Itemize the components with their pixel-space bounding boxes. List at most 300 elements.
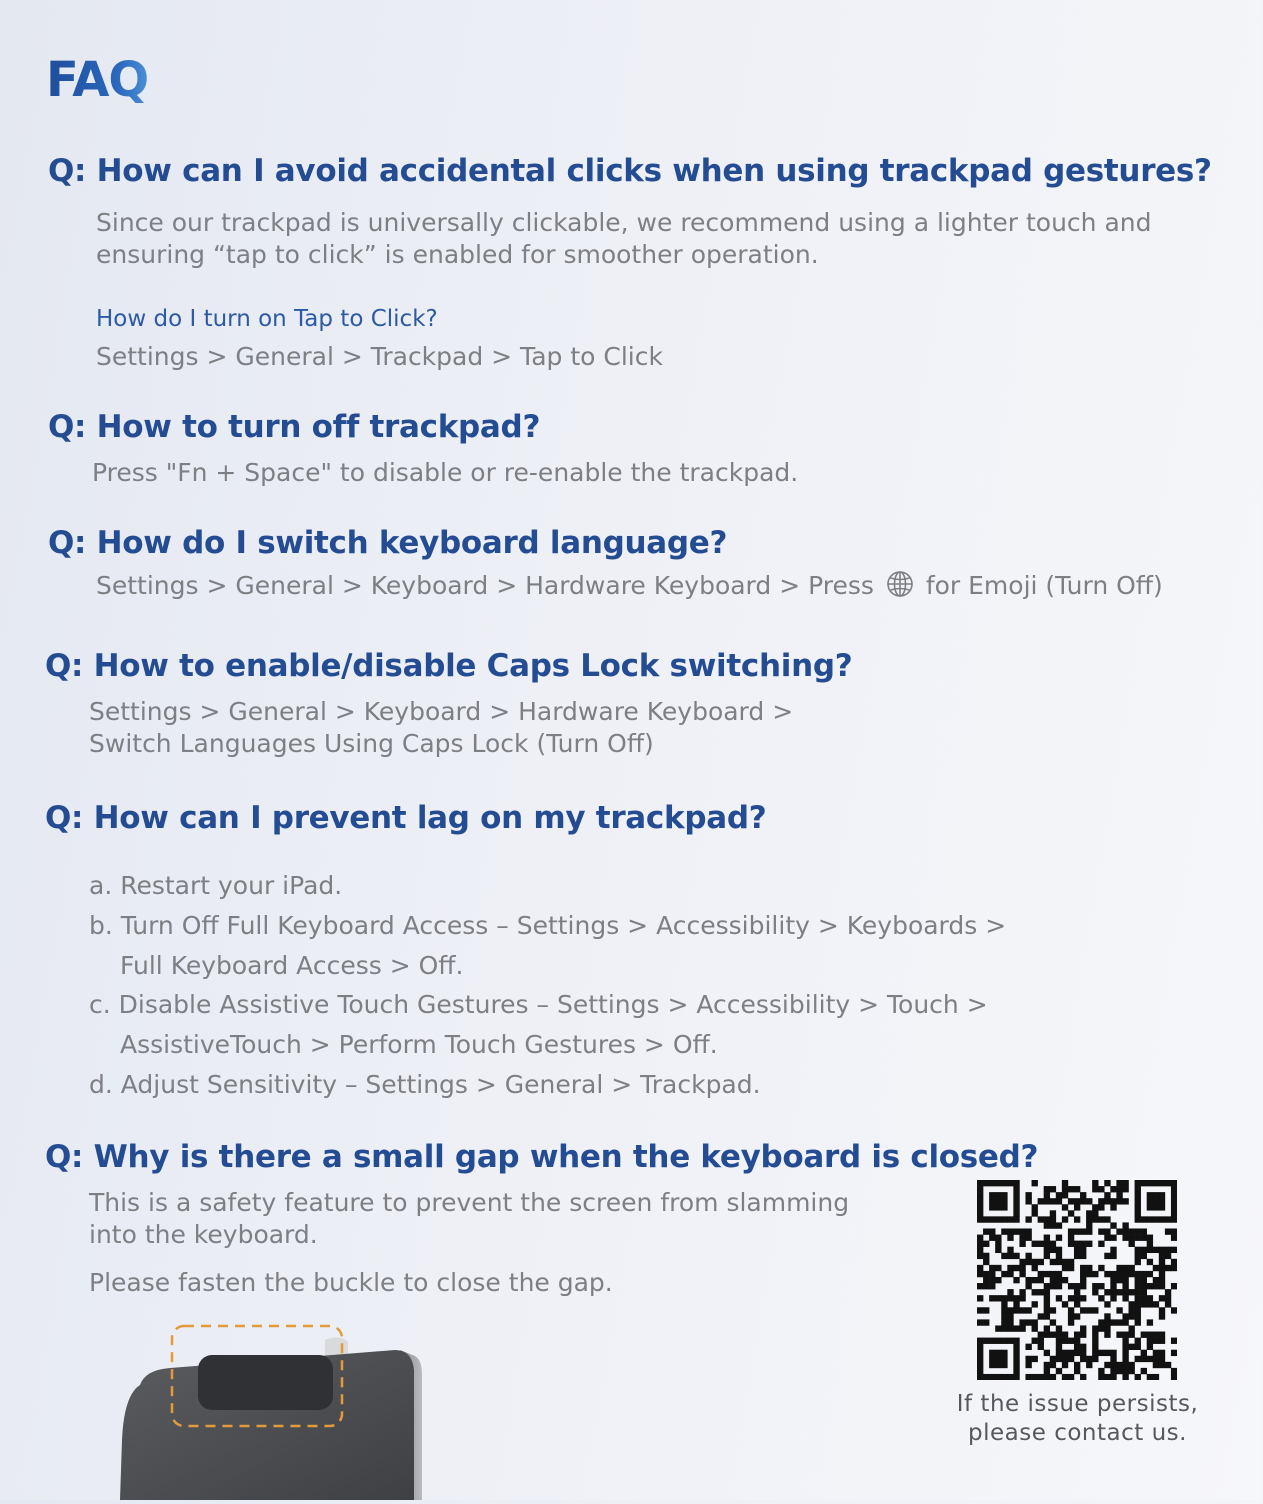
qr-module: [1104, 1362, 1110, 1368]
qr-module: [1038, 1259, 1044, 1265]
qr-module: [1068, 1186, 1074, 1192]
qr-module: [1013, 1277, 1019, 1283]
qr-module: [1044, 1313, 1050, 1319]
qr-module: [1171, 1350, 1177, 1356]
faq-answer-keyboard-gap-line-2: into the keyboard.: [89, 1220, 318, 1249]
qr-module: [1159, 1253, 1165, 1259]
qr-module: [1098, 1374, 1104, 1380]
qr-module: [1165, 1180, 1171, 1186]
qr-module: [1074, 1301, 1080, 1307]
qr-module: [1025, 1283, 1031, 1289]
qr-module: [1104, 1216, 1110, 1222]
qr-module: [1110, 1271, 1116, 1277]
qr-module: [1032, 1180, 1038, 1186]
faq-question-turn-off-trackpad: Q: How to turn off trackpad?: [48, 409, 541, 445]
qr-module: [1165, 1289, 1171, 1295]
qr-module: [1074, 1253, 1080, 1259]
qr-module: [995, 1192, 1001, 1198]
qr-module: [1080, 1344, 1086, 1350]
qr-module: [1135, 1283, 1141, 1289]
qr-module: [1038, 1344, 1044, 1350]
qr-module: [1007, 1228, 1013, 1234]
qr-module: [1110, 1289, 1116, 1295]
qr-module: [1001, 1198, 1007, 1204]
qr-module: [1056, 1192, 1062, 1198]
qr-module: [1032, 1374, 1038, 1380]
faq-answer-keyboard-gap-line-1: This is a safety feature to prevent the screen from slamming: [89, 1188, 850, 1217]
qr-module: [1129, 1228, 1135, 1234]
qr-module: [1116, 1332, 1122, 1338]
qr-module: [1092, 1204, 1098, 1210]
qr-module: [1110, 1283, 1116, 1289]
qr-module: [1074, 1247, 1080, 1253]
qr-module: [989, 1198, 995, 1204]
qr-module: [1129, 1289, 1135, 1295]
qr-module: [1135, 1228, 1141, 1234]
qr-module: [1104, 1235, 1110, 1241]
qr-module: [1147, 1235, 1153, 1241]
qr-module: [983, 1253, 989, 1259]
qr-module: [1044, 1350, 1050, 1356]
qr-module: [995, 1325, 1001, 1331]
qr-module: [1092, 1325, 1098, 1331]
qr-module: [1129, 1325, 1135, 1331]
qr-module: [1086, 1198, 1092, 1204]
qr-module: [1104, 1319, 1110, 1325]
qr-module: [983, 1374, 989, 1380]
qr-module: [1080, 1253, 1086, 1259]
qr-module: [1135, 1198, 1141, 1204]
faq-answer-caps-lock-line-2: Switch Languages Using Caps Lock (Turn Off): [89, 729, 654, 758]
qr-module: [989, 1192, 995, 1198]
qr-module: [1056, 1247, 1062, 1253]
qr-module: [1092, 1289, 1098, 1295]
qr-module: [1062, 1180, 1068, 1186]
contact-qr-code[interactable]: [977, 1180, 1177, 1380]
qr-module: [1044, 1362, 1050, 1368]
qr-module: [1050, 1247, 1056, 1253]
qr-module: [1153, 1192, 1159, 1198]
qr-module: [1122, 1235, 1128, 1241]
qr-module: [1056, 1277, 1062, 1283]
qr-module: [1147, 1319, 1153, 1325]
qr-module: [1104, 1332, 1110, 1338]
qr-module: [977, 1344, 983, 1350]
step-b-line-2: Full Keyboard Access > Off.: [120, 950, 464, 980]
qr-module: [1086, 1228, 1092, 1234]
qr-module: [1056, 1198, 1062, 1204]
faq-note-fasten-buckle: Please fasten the buckle to close the gap.: [89, 1268, 613, 1297]
qr-module: [1110, 1350, 1116, 1356]
qr-module: [1056, 1338, 1062, 1344]
qr-module: [1135, 1344, 1141, 1350]
qr-module: [977, 1180, 983, 1186]
qr-module: [1013, 1204, 1019, 1210]
qr-module: [1171, 1259, 1177, 1265]
qr-module: [1044, 1295, 1050, 1301]
qr-module: [1007, 1216, 1013, 1222]
qr-module: [1086, 1222, 1092, 1228]
qr-module: [1110, 1356, 1116, 1362]
qr-module: [1050, 1241, 1056, 1247]
qr-module: [1007, 1271, 1013, 1277]
qr-module: [1104, 1228, 1110, 1234]
qr-module: [1122, 1289, 1128, 1295]
qr-module: [1032, 1210, 1038, 1216]
qr-module: [1086, 1216, 1092, 1222]
qr-module: [1032, 1325, 1038, 1331]
qr-module: [1074, 1216, 1080, 1222]
qr-module: [1159, 1216, 1165, 1222]
qr-module: [1062, 1259, 1068, 1265]
qr-module: [1050, 1259, 1056, 1265]
qr-module: [1068, 1265, 1074, 1271]
qr-module: [1013, 1325, 1019, 1331]
qr-module: [1129, 1235, 1135, 1241]
qr-module: [1044, 1247, 1050, 1253]
qr-module: [1129, 1241, 1135, 1247]
qr-module: [1019, 1265, 1025, 1271]
qr-module: [1044, 1235, 1050, 1241]
qr-module: [1074, 1362, 1080, 1368]
qr-module: [1110, 1235, 1116, 1241]
qr-module: [1074, 1283, 1080, 1289]
qr-module: [989, 1265, 995, 1271]
qr-module: [995, 1356, 1001, 1362]
qr-module: [1147, 1301, 1153, 1307]
qr-module: [1086, 1210, 1092, 1216]
qr-module: [983, 1259, 989, 1265]
qr-module: [1019, 1259, 1025, 1265]
qr-module: [983, 1338, 989, 1344]
qr-module: [1086, 1241, 1092, 1247]
qr-module: [1141, 1356, 1147, 1362]
qr-module: [983, 1271, 989, 1277]
qr-module: [1056, 1325, 1062, 1331]
qr-module: [1122, 1271, 1128, 1277]
qr-module: [1141, 1216, 1147, 1222]
qr-module: [1129, 1271, 1135, 1277]
qr-module: [977, 1362, 983, 1368]
qr-module: [1007, 1253, 1013, 1259]
qr-module: [1159, 1295, 1165, 1301]
qr-module: [1104, 1325, 1110, 1331]
qr-module: [1050, 1210, 1056, 1216]
qr-module: [1038, 1216, 1044, 1222]
qr-module: [1122, 1277, 1128, 1283]
qr-module: [1025, 1253, 1031, 1259]
qr-module: [1110, 1368, 1116, 1374]
faq-answer-keyboard-language-prefix: Settings > General > Keyboard > Hardware Keyboard > Press: [96, 571, 874, 600]
qr-module: [1013, 1338, 1019, 1344]
qr-module: [1159, 1277, 1165, 1283]
qr-module: [1135, 1319, 1141, 1325]
qr-module: [995, 1247, 1001, 1253]
qr-module: [1007, 1313, 1013, 1319]
qr-module: [1171, 1186, 1177, 1192]
qr-module: [1153, 1216, 1159, 1222]
qr-module: [989, 1350, 995, 1356]
faq-subquestion-tap-to-click: How do I turn on Tap to Click?: [96, 306, 438, 332]
qr-module: [1122, 1344, 1128, 1350]
qr-module: [1165, 1265, 1171, 1271]
qr-module: [1080, 1307, 1086, 1313]
qr-module: [1025, 1198, 1031, 1204]
qr-module: [1135, 1247, 1141, 1253]
qr-module: [989, 1338, 995, 1344]
qr-module: [1025, 1228, 1031, 1234]
qr-module: [977, 1295, 983, 1301]
qr-module: [1001, 1216, 1007, 1222]
step-c-line-1: c. Disable Assistive Touch Gestures – Settings > Accessibility > Touch >: [89, 990, 988, 1020]
qr-module: [1153, 1356, 1159, 1362]
qr-module: [1135, 1307, 1141, 1313]
qr-module: [1062, 1350, 1068, 1356]
qr-module: [1116, 1362, 1122, 1368]
qr-module: [1135, 1204, 1141, 1210]
qr-module: [1159, 1198, 1165, 1204]
qr-module: [1013, 1362, 1019, 1368]
qr-module: [1116, 1271, 1122, 1277]
qr-module: [1025, 1319, 1031, 1325]
qr-module: [1013, 1356, 1019, 1362]
qr-module: [1135, 1235, 1141, 1241]
qr-module: [1129, 1265, 1135, 1271]
qr-module: [1092, 1338, 1098, 1344]
qr-module: [995, 1265, 1001, 1271]
qr-module: [989, 1228, 995, 1234]
qr-module: [1038, 1277, 1044, 1283]
qr-module: [977, 1253, 983, 1259]
qr-module: [1044, 1241, 1050, 1247]
qr-module: [1074, 1313, 1080, 1319]
qr-module: [1159, 1313, 1165, 1319]
qr-module: [1007, 1265, 1013, 1271]
qr-module: [1122, 1338, 1128, 1344]
qr-module: [1086, 1307, 1092, 1313]
qr-module: [1038, 1332, 1044, 1338]
qr-module: [1092, 1186, 1098, 1192]
qr-module: [1165, 1228, 1171, 1234]
qr-module: [1098, 1350, 1104, 1356]
qr-module: [1171, 1228, 1177, 1234]
qr-module: [1068, 1319, 1074, 1325]
qr-module: [977, 1307, 983, 1313]
qr-module: [983, 1277, 989, 1283]
qr-module: [1068, 1228, 1074, 1234]
trackpad-lag-steps: [89, 866, 1006, 1105]
qr-module: [1056, 1295, 1062, 1301]
qr-module: [1001, 1356, 1007, 1362]
qr-module: [1122, 1265, 1128, 1271]
qr-module: [1056, 1344, 1062, 1350]
qr-module: [1019, 1289, 1025, 1295]
qr-module: [1050, 1186, 1056, 1192]
qr-module: [1074, 1338, 1080, 1344]
qr-module: [1104, 1271, 1110, 1277]
qr-module: [1135, 1289, 1141, 1295]
step-d: d. Adjust Sensitivity – Settings > General > Trackpad.: [89, 1069, 761, 1099]
qr-module: [1013, 1216, 1019, 1222]
qr-module: [1007, 1374, 1013, 1380]
qr-module: [1171, 1204, 1177, 1210]
qr-module: [1068, 1259, 1074, 1265]
qr-module: [1050, 1277, 1056, 1283]
qr-module: [1171, 1235, 1177, 1241]
qr-module: [1050, 1222, 1056, 1228]
qr-module: [1032, 1301, 1038, 1307]
qr-module: [1056, 1356, 1062, 1362]
qr-module: [1062, 1332, 1068, 1338]
faq-question-accidental-clicks: Q: How can I avoid accidental clicks when using trackpad gestures?: [48, 153, 1212, 189]
qr-module: [1171, 1265, 1177, 1271]
qr-module: [1110, 1186, 1116, 1192]
qr-module: [1159, 1259, 1165, 1265]
qr-module: [1050, 1362, 1056, 1368]
faq-question-caps-lock: Q: How to enable/disable Caps Lock switching?: [45, 648, 853, 684]
qr-module: [1044, 1186, 1050, 1192]
qr-module: [1025, 1356, 1031, 1362]
qr-module: [995, 1204, 1001, 1210]
qr-module: [1171, 1338, 1177, 1344]
qr-module: [1001, 1374, 1007, 1380]
qr-module: [1098, 1283, 1104, 1289]
qr-module: [1135, 1356, 1141, 1362]
qr-module: [1135, 1277, 1141, 1283]
qr-module: [1141, 1247, 1147, 1253]
qr-module: [1092, 1307, 1098, 1313]
qr-module: [1007, 1338, 1013, 1344]
qr-module: [1013, 1198, 1019, 1204]
qr-module: [1074, 1289, 1080, 1295]
qr-module: [1062, 1192, 1068, 1198]
qr-module: [1013, 1210, 1019, 1216]
qr-module: [1050, 1374, 1056, 1380]
qr-module: [1104, 1192, 1110, 1198]
qr-module: [1110, 1319, 1116, 1325]
step-b-line-1: b. Turn Off Full Keyboard Access – Settings > Accessibility > Keyboards >: [89, 910, 1007, 940]
qr-module: [1122, 1350, 1128, 1356]
qr-module: [1001, 1362, 1007, 1368]
qr-module: [1116, 1307, 1122, 1313]
qr-module: [1044, 1307, 1050, 1313]
qr-module: [1068, 1374, 1074, 1380]
qr-module: [1068, 1295, 1074, 1301]
qr-module: [1068, 1210, 1074, 1216]
qr-module: [1159, 1362, 1165, 1368]
qr-module: [1056, 1332, 1062, 1338]
qr-module: [1001, 1350, 1007, 1356]
qr-module: [1147, 1271, 1153, 1277]
qr-module: [1019, 1235, 1025, 1241]
qr-module: [1013, 1186, 1019, 1192]
qr-module: [1147, 1180, 1153, 1186]
qr-module: [1141, 1180, 1147, 1186]
qr-module: [1147, 1344, 1153, 1350]
qr-module: [1074, 1228, 1080, 1234]
qr-module: [989, 1362, 995, 1368]
qr-module: [1019, 1241, 1025, 1247]
qr-module: [1135, 1192, 1141, 1198]
qr-module: [1159, 1307, 1165, 1313]
qr-module: [1159, 1204, 1165, 1210]
contact-message: [940, 1390, 1215, 1448]
qr-module: [1080, 1192, 1086, 1198]
qr-module: [1135, 1259, 1141, 1265]
qr-module: [995, 1198, 1001, 1204]
qr-module: [1104, 1289, 1110, 1295]
qr-module: [995, 1216, 1001, 1222]
qr-module: [1032, 1356, 1038, 1362]
qr-module: [1098, 1216, 1104, 1222]
qr-module: [1122, 1332, 1128, 1338]
qr-module: [1062, 1277, 1068, 1283]
qr-module: [1001, 1204, 1007, 1210]
qr-module: [1001, 1313, 1007, 1319]
qr-module: [1001, 1325, 1007, 1331]
qr-module: [977, 1283, 983, 1289]
faq-title: FAQ: [46, 52, 149, 108]
faq-answer-keyboard-language-suffix: for Emoji (Turn Off): [925, 571, 1163, 600]
qr-module: [1122, 1222, 1128, 1228]
qr-module: [1147, 1356, 1153, 1362]
qr-module: [1141, 1277, 1147, 1283]
qr-module: [989, 1204, 995, 1210]
qr-module: [1080, 1247, 1086, 1253]
qr-module: [1001, 1228, 1007, 1234]
qr-module: [1068, 1241, 1074, 1247]
qr-module: [1038, 1374, 1044, 1380]
qr-module: [989, 1283, 995, 1289]
qr-module: [1159, 1283, 1165, 1289]
qr-module: [1025, 1259, 1031, 1265]
qr-module: [1013, 1350, 1019, 1356]
qr-module: [1122, 1228, 1128, 1234]
qr-module: [1171, 1283, 1177, 1289]
qr-module: [1013, 1307, 1019, 1313]
qr-module: [1092, 1350, 1098, 1356]
qr-module: [1007, 1319, 1013, 1325]
qr-module: [1135, 1338, 1141, 1344]
qr-module: [1122, 1356, 1128, 1362]
qr-module: [983, 1319, 989, 1325]
qr-module: [1135, 1186, 1141, 1192]
qr-module: [1068, 1356, 1074, 1362]
qr-module: [977, 1235, 983, 1241]
qr-module: [1080, 1198, 1086, 1204]
qr-module: [1032, 1241, 1038, 1247]
qr-module: [1025, 1362, 1031, 1368]
qr-module: [995, 1338, 1001, 1344]
qr-module: [1171, 1374, 1177, 1380]
qr-module: [1044, 1192, 1050, 1198]
qr-module: [1019, 1319, 1025, 1325]
qr-module: [1050, 1332, 1056, 1338]
faq-answer-accidental-clicks-line-2: ensuring “tap to click” is enabled for smoother operation.: [96, 240, 819, 269]
qr-module: [1056, 1253, 1062, 1259]
qr-module: [1141, 1283, 1147, 1289]
qr-module: [1122, 1319, 1128, 1325]
qr-module: [1068, 1350, 1074, 1356]
qr-module: [1141, 1295, 1147, 1301]
qr-module: [1074, 1198, 1080, 1204]
qr-module: [1135, 1253, 1141, 1259]
qr-module: [977, 1368, 983, 1374]
qr-module: [977, 1204, 983, 1210]
qr-module: [1056, 1350, 1062, 1356]
qr-module: [1080, 1325, 1086, 1331]
qr-module: [1044, 1368, 1050, 1374]
